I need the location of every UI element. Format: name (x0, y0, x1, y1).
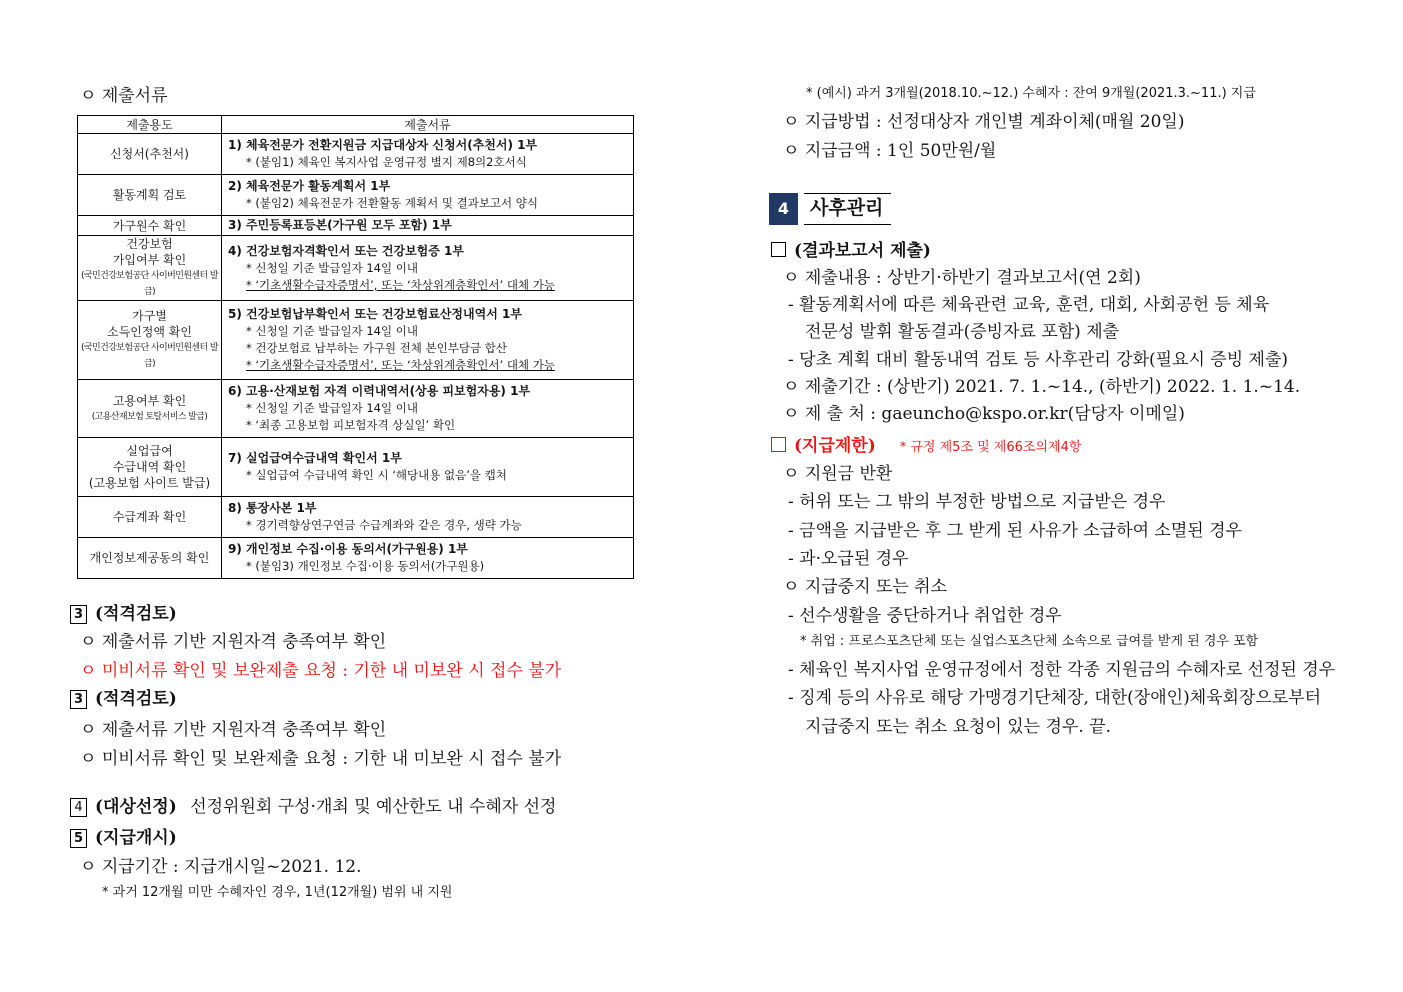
use-label: 신청서(추천서) (110, 147, 189, 161)
doc-main: 2) 체육전문가 활동계획서 1부 (228, 179, 391, 193)
limit-heading-label: (지급제한) (794, 436, 876, 456)
use-label: 건강보험 (126, 237, 173, 251)
use-label: 실업급여 (126, 444, 173, 458)
table-cell-use (78, 236, 222, 301)
report-heading-label: (결과보고서 제출) (794, 241, 931, 261)
limit-reference: * 규정 제5조 및 제66조의제4항 (899, 440, 1082, 455)
table-cell-doc (222, 134, 634, 175)
section-3b-item: ㅇ 제출서류 기반 지원자격 충족여부 확인 (80, 720, 387, 740)
section-3a-item-warning: ㅇ 미비서류 확인 및 보완제출 요청 : 기한 내 미보완 시 접수 불가 (80, 661, 562, 681)
submit-docs-table (77, 115, 634, 579)
report-line: - 활동계획서에 따른 체육관련 교육, 훈련, 대회, 사회공헌 등 체육 (788, 295, 1270, 315)
table-cell-doc (222, 497, 634, 538)
table-row (78, 497, 634, 538)
table-cell-use (78, 216, 222, 236)
table-cell-use (78, 175, 222, 216)
limit-line: - 체육인 복지사업 운영규정에서 정한 각종 지원금의 수혜자로 선정된 경우 (788, 660, 1336, 680)
use-label: 수급내역 확인 (112, 460, 187, 474)
section-3a-item: ㅇ 제출서류 기반 지원자격 충족여부 확인 (80, 632, 387, 652)
table-row (78, 380, 634, 438)
doc-note: * 경기력향상연구연금 수급계좌와 같은 경우, 생략 가능 (246, 518, 522, 532)
table-cell-use (78, 538, 222, 579)
doc-note: * ‘최종 고용보험 피보험자격 상실일’ 확인 (246, 418, 456, 432)
section-title: 사후관리 (804, 193, 891, 225)
limit-line: ㅇ 지급중지 또는 취소 (783, 577, 948, 597)
limit-note: * 취업 : 프로스포츠단체 또는 실업스포츠단체 소속으로 급여를 받게 된 경우 포함 (800, 634, 1259, 649)
table-cell-doc (222, 301, 634, 380)
table-row (78, 134, 634, 175)
use-source: (국민건강보험공단 사이버민원센터 발급) (81, 271, 218, 297)
table-row (78, 216, 634, 236)
report-line: - 당초 계획 대비 활동내역 검토 등 사후관리 강화(필요시 증빙 제출) (788, 350, 1289, 370)
doc-note: * 신청일 기준 발급일자 14일 이내 (246, 324, 418, 338)
checkbox-square-icon (771, 242, 786, 257)
section-4-title-block (769, 193, 891, 225)
doc-main: 7) 실업급여수급내역 확인서 1부 (228, 451, 402, 465)
section-5-note: * 과거 12개월 미만 수혜자인 경우, 1년(12개월) 범위 내 지원 (102, 885, 453, 900)
limit-line: - 선수생활을 중단하거나 취업한 경우 (788, 606, 1062, 626)
section-number-box: 5 (70, 829, 87, 848)
doc-note: * (붙임2) 체육전문가 전환활동 계획서 및 결과보고서 양식 (246, 196, 539, 210)
use-label: 개인정보제공동의 확인 (89, 551, 210, 565)
table-cell-doc (222, 236, 634, 301)
table-header-row (78, 116, 634, 134)
table-row (78, 175, 634, 216)
table-cell-use (78, 380, 222, 438)
table-row (78, 301, 634, 380)
table-header-docs: 제출서류 (222, 116, 634, 134)
table-cell-doc (222, 216, 634, 236)
limit-line: - 징계 등의 사유로 해당 가맹경기단체장, 대한(장애인)체육회장으로부터 (788, 688, 1322, 708)
table-cell-use (78, 301, 222, 380)
doc-note: * (붙임1) 체육인 복지사업 운영규정 별지 제8의2호서식 (246, 155, 527, 169)
use-label: 활동계획 검토 (112, 188, 187, 202)
doc-note: * ‘기초생활수급자증명서’, 또는 ‘차상위계층확인서’ 대체 가능 (246, 358, 555, 372)
doc-note: * 신청일 기준 발급일자 14일 이내 (246, 260, 418, 275)
limit-line: ㅇ 지원금 반환 (783, 464, 893, 484)
doc-main: 8) 통장사본 1부 (228, 501, 317, 515)
pay-method: ㅇ 지급방법 : 선정대상자 개인별 계좌이체(매월 20일) (783, 112, 1185, 132)
doc-note: * (붙임3) 개인정보 수집·이용 동의서(가구원용) (246, 559, 485, 573)
table-cell-doc (222, 538, 634, 579)
section-5-item: ㅇ 지급기간 : 지급개시일~2021. 12. (80, 857, 362, 877)
report-line: ㅇ 제 출 처 : gaeuncho@kspo.or.kr(담당자 이메일) (783, 404, 1185, 424)
limit-line: 지급중지 또는 취소 요청이 있는 경우. 끝. (805, 717, 1111, 737)
section-title: (적격검토) (95, 689, 177, 709)
section-4-heading (70, 792, 556, 817)
section-title: (지급개시) (95, 828, 177, 848)
checkbox-square-icon (771, 437, 786, 452)
limit-line: - 허위 또는 그 밖의 부정한 방법으로 지급받은 경우 (788, 492, 1166, 512)
table-cell-doc (222, 380, 634, 438)
section-number-badge: 4 (769, 193, 798, 225)
doc-note: * ‘기초생활수급자증명서’, 또는 ‘차상위계층확인서’ 대체 가능 (246, 277, 555, 292)
doc-note: * 신청일 기준 발급일자 14일 이내 (246, 401, 418, 415)
pay-amount: ㅇ 지급금액 : 1인 50만원/월 (783, 141, 997, 161)
section-3b-item: ㅇ 미비서류 확인 및 보완제출 요청 : 기한 내 미보완 시 접수 불가 (80, 749, 562, 769)
section-5-heading (70, 823, 177, 848)
section-number-box: 4 (70, 798, 87, 817)
use-label: 소득인정액 확인 (107, 325, 192, 339)
example-note: * (예시) 과거 3개월(2018.10.~12.) 수혜자 : 잔여 9개월(2021.3.~11.) 지급 (806, 86, 1256, 101)
use-label: 가구원수 확인 (112, 218, 187, 233)
report-heading (771, 236, 931, 261)
limit-line: - 과·오급된 경우 (788, 549, 909, 569)
table-row (78, 538, 634, 579)
doc-main: 4) 건강보험자격확인서 또는 건강보험증 1부 (228, 243, 464, 258)
use-label: 가구별 (132, 309, 167, 323)
report-line: ㅇ 제출내용 : 상반기·하반기 결과보고서(연 2회) (783, 268, 1141, 288)
use-label: 수급계좌 확인 (112, 510, 187, 524)
doc-main: 9) 개인정보 수집·이용 동의서(가구원용) 1부 (228, 542, 468, 556)
table-cell-use (78, 497, 222, 538)
table-cell-use (78, 438, 222, 497)
section-3b-heading (70, 684, 177, 709)
doc-note: * 실업급여 수급내역 확인 시 ‘해당내용 없음’을 캡쳐 (246, 468, 507, 482)
table-row (78, 236, 634, 301)
section-number-box: 3 (70, 605, 87, 624)
table-cell-doc (222, 438, 634, 497)
submit-docs-heading: ㅇ 제출서류 (80, 86, 168, 106)
doc-main: 5) 건강보험납부확인서 또는 건강보험료산정내역서 1부 (228, 307, 522, 321)
use-source: (국민건강보험공단 사이버민원센터 발급) (81, 343, 218, 369)
section-3a-heading (70, 599, 177, 624)
table-cell-doc (222, 175, 634, 216)
table-row (78, 438, 634, 497)
section-title: (대상선정) (95, 797, 177, 817)
use-label: 고용여부 확인 (112, 393, 187, 408)
doc-main: 6) 고용·산재보험 자격 이력내역서(상용 피보험자용) 1부 (228, 384, 531, 398)
doc-note: * 건강보험료 납부하는 가구원 전체 본인부담금 합산 (246, 341, 507, 355)
use-source: (고용산재보험 토탈서비스 발급) (91, 411, 208, 422)
limit-line: - 금액을 지급받은 후 그 받게 된 사유가 소급하여 소멸된 경우 (788, 521, 1242, 541)
section-desc: 선정위원회 구성·개최 및 예산한도 내 수혜자 선정 (190, 797, 557, 817)
limit-heading (771, 431, 1081, 456)
section-title: (적격검토) (95, 604, 177, 624)
report-line: 전문성 발휘 활동결과(증빙자료 포함) 제출 (805, 322, 1120, 342)
report-line: ㅇ 제출기간 : (상반기) 2021. 7. 1.~14., (하반기) 2022. 1. 1.~14. (783, 377, 1301, 397)
doc-main: 1) 체육전문가 전환지원금 지급대상자 신청서(추천서) 1부 (228, 138, 538, 152)
doc-main: 3) 주민등록표등본(가구원 모두 포함) 1부 (228, 218, 452, 232)
section-number-box: 3 (70, 690, 87, 709)
table-header-use: 제출용도 (78, 116, 222, 134)
table-cell-use (78, 134, 222, 175)
use-label: 가입여부 확인 (112, 253, 187, 267)
use-label: (고용보험 사이트 발급) (88, 476, 211, 490)
